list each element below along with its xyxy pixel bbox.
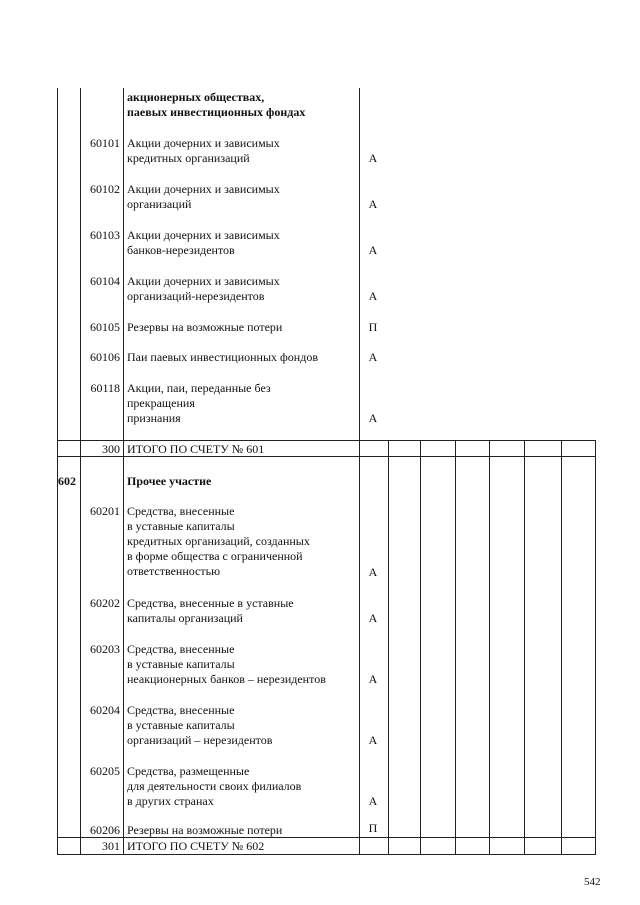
name-line: банков-нерезидентов [127, 243, 235, 257]
col-line [388, 440, 389, 855]
name-line: Резервы на возможные потери [127, 823, 283, 837]
account-code: 60202 [90, 596, 120, 610]
col-line [359, 88, 360, 855]
name-line: Паи паевых инвестиционных фондов [127, 350, 318, 364]
account-type: А [368, 289, 378, 303]
account-code: 60106 [90, 350, 120, 364]
total-code: 301 [102, 839, 120, 853]
name-line: Средства, размещенные [127, 764, 250, 778]
account-code: 60203 [90, 642, 120, 656]
col-line [524, 440, 525, 855]
name-line: Акции дочерних и зависимых [127, 136, 280, 150]
name-line: прекращения [127, 396, 195, 410]
name-line: ответственностью [127, 564, 221, 578]
account-name [127, 274, 359, 304]
name-line: организаций [127, 197, 192, 211]
name-line: Акции дочерних и зависимых [127, 228, 280, 242]
account-type: А [368, 794, 378, 808]
name-line: капиталы организаций [127, 611, 243, 625]
account-code: 60105 [90, 320, 120, 334]
account-name [127, 823, 359, 838]
name-line: Акции, паи, переданные без [127, 381, 271, 395]
account-type: А [368, 611, 378, 625]
col-line [123, 88, 124, 855]
account-code: 60205 [90, 764, 120, 778]
name-line: в уставные капиталы [127, 519, 235, 533]
account-type: П [368, 320, 378, 334]
account-type: П [368, 821, 378, 835]
name-line: Резервы на возможные потери [127, 320, 283, 334]
account-code: 60101 [90, 136, 120, 150]
account-code: 60118 [90, 381, 120, 395]
account-type: А [368, 350, 378, 364]
account-name [127, 596, 359, 626]
account-name [127, 228, 359, 258]
account-code: 60103 [90, 228, 120, 242]
group-header [127, 90, 359, 120]
name-line: кредитных организаций, созданных [127, 534, 310, 548]
name-line: Акции дочерних и зависимых [127, 182, 280, 196]
row-line [57, 440, 596, 441]
name-line: кредитных организаций [127, 151, 250, 165]
name-line: в форме общества с ограниченной [127, 549, 303, 563]
account-name [127, 350, 359, 365]
account-code: 60201 [90, 504, 120, 518]
row-line [57, 854, 596, 855]
account-type: А [368, 672, 378, 686]
account-name [127, 703, 359, 748]
name-line: в уставные капиталы [127, 718, 235, 732]
section-title: Прочее участие [127, 474, 212, 488]
name-line: Средства, внесенные в уставные [127, 596, 294, 610]
account-type: А [368, 565, 378, 579]
name-line: в других странах [127, 794, 214, 808]
group-header-line: акционерных обществах, [127, 90, 265, 104]
name-line: в уставные капиталы [127, 657, 235, 671]
account-code: 60102 [90, 182, 120, 196]
name-line: признания [127, 411, 181, 425]
group-header-line: паевых инвестиционных фондах [127, 105, 306, 119]
account-code: 60104 [90, 274, 120, 288]
account-name [127, 764, 359, 809]
account-name [127, 136, 359, 166]
account-type: А [368, 411, 378, 425]
total-label: ИТОГО ПО СЧЕТУ № 601 [127, 442, 265, 456]
account-type: А [368, 151, 378, 165]
col-line [420, 440, 421, 855]
col-line [80, 88, 81, 855]
account-code: 60204 [90, 703, 120, 717]
col-line [595, 440, 596, 855]
col-line [489, 440, 490, 855]
col-line [455, 440, 456, 855]
name-line: организаций – нерезидентов [127, 733, 273, 747]
name-line: Акции дочерних и зависимых [127, 274, 280, 288]
total-code: 300 [102, 442, 120, 456]
name-line: для деятельности своих филиалов [127, 779, 302, 793]
account-name [127, 381, 359, 426]
page-number: 542 [584, 876, 601, 888]
name-line: Средства, внесенные [127, 703, 235, 717]
col-line [561, 440, 562, 855]
account-name [127, 504, 359, 579]
account-name [127, 182, 359, 212]
name-line: Средства, внесенные [127, 504, 235, 518]
account-type: А [368, 733, 378, 747]
account-code: 60206 [90, 823, 120, 837]
name-line: организаций-нерезидентов [127, 289, 265, 303]
account-type: А [368, 243, 378, 257]
total-label: ИТОГО ПО СЧЕТУ № 602 [127, 839, 265, 853]
col-line [57, 88, 58, 855]
account-type: А [368, 197, 378, 211]
account-name [127, 320, 359, 335]
name-line: неакционерных банков – нерезидентов [127, 672, 326, 686]
account-name [127, 642, 359, 687]
name-line: Средства, внесенные [127, 642, 235, 656]
section-code: 602 [58, 474, 76, 488]
